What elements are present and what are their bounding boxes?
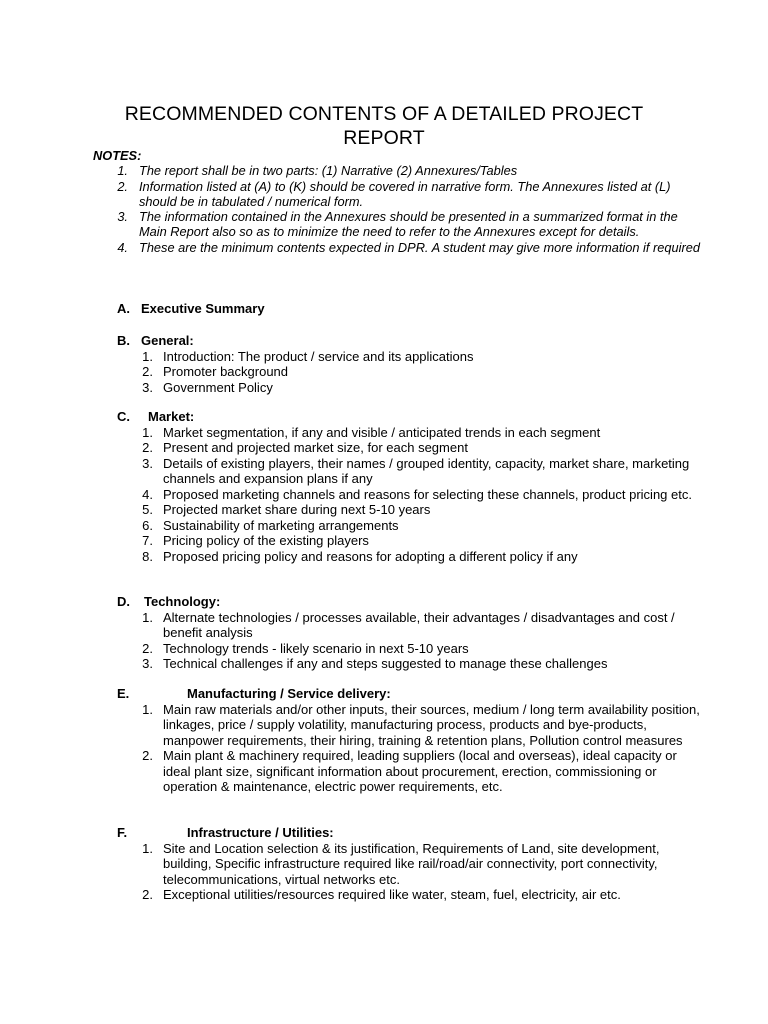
list-item [117,349,707,365]
list-item [117,502,707,518]
item-text: Introduction: The product / service and its applications [163,348,474,364]
note-number: 3. [117,209,128,225]
section-executive-summary [117,301,707,317]
item-text: Site and Location selection & its justification, Requirements of Land, site development, building, Specific infrastructure required like rail/road/air connectivity, port connectivity, telecommunications, virtual networks etc. [163,840,660,887]
list-item [117,456,707,487]
item-number: 7. [142,533,153,548]
list-item [117,610,707,641]
section-list [117,610,707,672]
note-number: 1. [117,163,128,179]
note-item [93,209,703,240]
section-title: General: [141,333,194,348]
item-number: 2. [142,364,153,379]
item-text: Sustainability of marketing arrangements [163,517,399,533]
section-list [117,425,707,565]
item-number: 2. [142,440,153,455]
item-text: Details of existing players, their names / grouped identity, capacity, market share, marketing channels and expansion plans if any [163,455,690,486]
section-letter: E. [117,686,130,701]
section-technology [117,594,707,672]
list-item [117,841,707,888]
section-list [117,349,707,396]
section-heading [117,825,707,841]
list-item [117,380,707,396]
item-number: 1. [142,348,153,364]
note-item [93,240,703,255]
item-number: 3. [142,656,153,671]
item-number: 1. [142,840,153,856]
section-letter: C. [117,409,130,424]
item-text: Projected market share during next 5-10 years [163,502,431,517]
list-item [117,533,707,549]
item-number: 3. [142,379,153,395]
item-number: 1. [142,609,153,625]
section-title: Market: [148,409,195,424]
item-number: 6. [142,517,153,533]
item-text: Alternate technologies / processes available, their advantages / disadvantages and cost / benefit analysis [163,609,675,640]
item-text: Pricing policy of the existing players [163,533,369,548]
list-item [117,440,707,456]
item-number: 2. [142,640,153,656]
note-number: 4. [117,239,128,255]
list-item [117,425,707,441]
list-item [117,641,707,657]
note-item [93,179,703,210]
item-text: Proposed marketing channels and reasons for selecting these channels, product pricing etc. [163,486,692,502]
list-item [117,748,707,795]
list-item [117,702,707,749]
list-item [117,364,707,380]
item-number: 8. [142,548,153,564]
list-item [117,656,707,672]
section-heading [117,301,707,317]
section-title: Manufacturing / Service delivery: [187,686,391,701]
item-number: 2. [142,887,153,902]
section-title: Executive Summary [141,301,265,316]
list-item [117,887,707,903]
item-text: Promoter background [163,364,289,379]
note-number: 2. [117,178,128,194]
item-number: 1. [142,424,153,440]
item-number: 2. [142,748,153,763]
item-number: 5. [142,502,153,517]
section-heading [117,409,707,425]
item-number: 3. [142,455,153,471]
section-letter: A. [117,301,130,316]
section-market [117,409,707,564]
page-title: RECOMMENDED CONTENTS OF A DETAILED PROJECT REPORT [124,103,644,149]
item-text: Main plant & machinery required, leading suppliers (local and overseas), ideal capacity or ideal plant size, significant information about procurement, erection, commissioning or operation & maintenance, electric power requirements, etc. [163,748,677,794]
item-text: Government Policy [163,379,273,395]
section-title: Infrastructure / Utilities: [187,825,334,840]
item-text: Present and projected market size, for each segment [163,440,468,455]
section-manufacturing [117,686,707,795]
notes-label: NOTES: [93,148,142,163]
item-text: Market segmentation, if any and visible / anticipated trends in each segment [163,424,601,440]
notes-block [93,148,703,255]
section-list [117,841,707,903]
note-text: Information listed at (A) to (K) should be covered in narrative form. The Annexures listed at (L) should be in tabulated / numerical form. [139,178,671,209]
section-heading [117,594,707,610]
section-letter: D. [117,594,130,609]
item-text: Proposed pricing policy and reasons for adopting a different policy if any [163,548,578,564]
item-text: Main raw materials and/or other inputs, their sources, medium / long term availability position, linkages, price / supply volatility, manufacturing process, products and bye-products, manpower requirements, their hiring, training & retention plans, Pollution control measures [163,701,700,748]
section-infrastructure [117,825,707,903]
note-item [93,163,703,178]
note-text: These are the minimum contents expected in DPR. A student may give more information if required [139,239,700,255]
section-general [117,333,707,395]
section-letter: F. [117,825,128,840]
notes-list [93,163,703,255]
section-list [117,702,707,795]
list-item [117,549,707,565]
item-text: Technical challenges if any and steps suggested to manage these challenges [163,656,608,671]
note-text: The report shall be in two parts: (1) Narrative (2) Annexures/Tables [139,163,518,179]
list-item [117,487,707,503]
item-number: 1. [142,701,153,717]
note-text: The information contained in the Annexures should be presented in a summarized format in the Main Report also so as to minimize the need to refer to the Annexures except for details. [139,209,678,240]
item-text: Technology trends - likely scenario in next 5-10 years [163,640,469,656]
section-title: Technology: [144,594,221,609]
list-item [117,518,707,534]
item-number: 4. [142,486,153,502]
section-heading [117,686,707,702]
section-letter: B. [117,333,130,348]
section-heading [117,333,707,349]
item-text: Exceptional utilities/resources required like water, steam, fuel, electricity, air etc. [163,887,621,902]
